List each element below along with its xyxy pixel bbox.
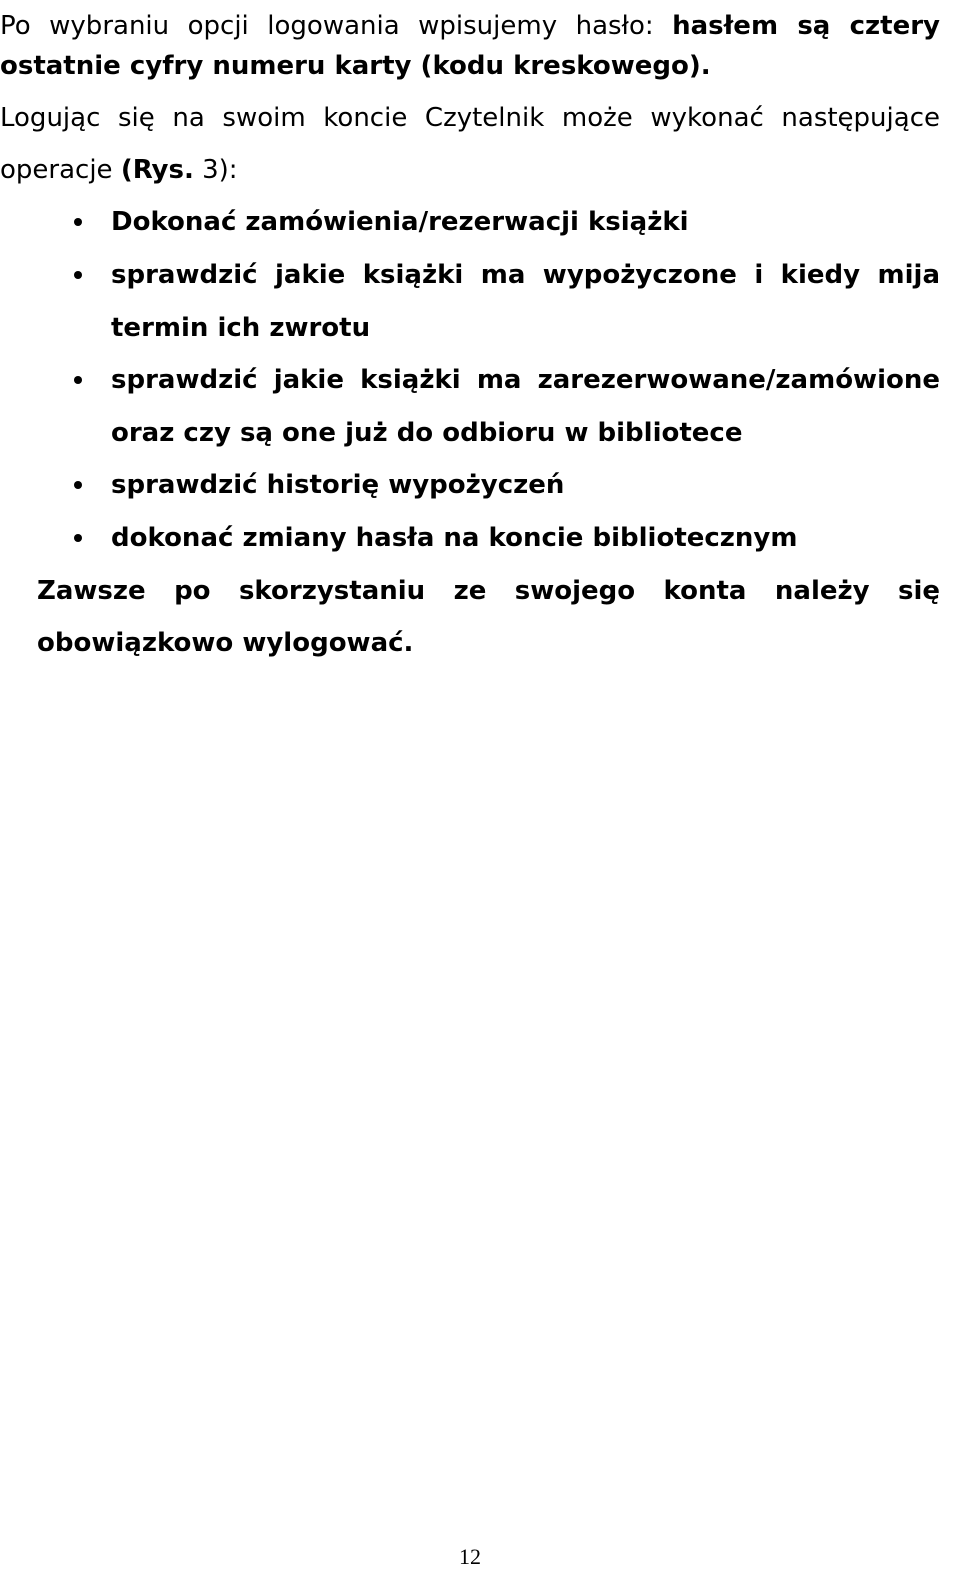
list-item-4: sprawdzić historię wypożyczeń [111,470,565,500]
list-item-3-line1: sprawdzić jakie książki ma zarezerwowane/zamówione [111,365,940,395]
list-item-2-line2: termin ich zwrotu [111,313,371,343]
paragraph1-line1-normal: Po wybraniu opcji logowania wpisujemy hasło: [0,11,673,41]
list-item-3-line2: oraz czy są one już do odbioru w bibliotece [111,418,743,448]
list-item-2-line1: sprawdzić jakie książki ma wypożyczone i kiedy mija [111,260,940,290]
bullet-icon [74,218,82,226]
bullet-icon [74,534,82,542]
bullet-icon [74,481,82,489]
bullet-icon [74,271,82,279]
paragraph1-line2: ostatnie cyfry numeru karty (kodu kreskowego). [0,51,711,81]
paragraph2-line2-normal-end: 3): [193,155,238,185]
paragraph1-line1-bold: hasłem są cztery [672,11,941,41]
closing-line1: Zawsze po skorzystaniu ze swojego konta należy się [37,576,940,606]
paragraph2-line1: Logując się na swoim koncie Czytelnik może wykonać następujące [0,103,940,133]
list-item-1: Dokonać zamówienia/rezerwacji książki [111,207,689,237]
paragraph2-line2-normal-start: operacje [0,155,121,185]
page-number: 12 [459,1544,481,1569]
list-item-5: dokonać zmiany hasła na koncie bibliotecznym [111,523,798,553]
paragraph2-line2 [0,144,940,197]
closing-line2: obowiązkowo wylogować. [37,628,414,658]
bullet-icon [74,376,82,384]
paragraph2-figure-ref: (Rys. [120,155,194,185]
